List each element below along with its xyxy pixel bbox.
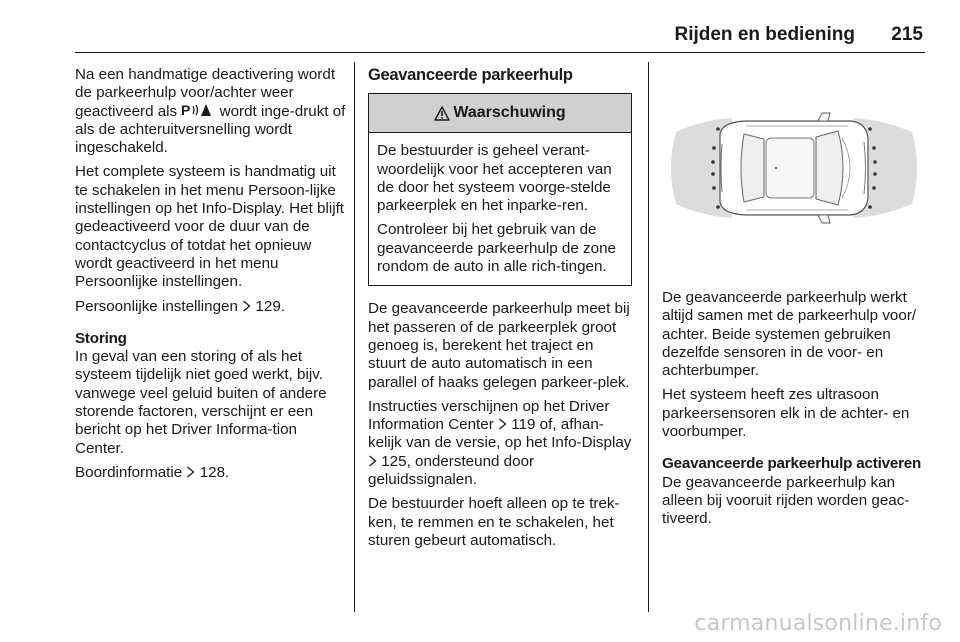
heading-activate: Geavanceerde parkeerhulp activeren [662, 455, 922, 473]
page-header [75, 24, 925, 53]
page-number: 215 [891, 24, 923, 45]
paragraph-driver-role: De bestuurder hoeft alleen op te trek-ken, te remmen en te schakelen, het sturen gebeurt automatisch. [368, 495, 620, 549]
car-sensor-zones-illustration [662, 66, 926, 271]
warning-title: Waarschuwing [453, 104, 566, 122]
warning-body [369, 133, 631, 285]
page-reference-arrow-icon [242, 300, 251, 312]
heading-advanced-parking: Geavanceerde parkeerhulp [368, 66, 573, 84]
parking-assist-button-icon [181, 103, 215, 117]
warning-triangle-icon [434, 106, 450, 121]
paragraph-storing: In geval van een storing of als het systeem tijdelijk niet goed werkt, bijv. vanwege veel geluid buiten of andere storende factoren, verschijnt er een bericht op het Driver Informa-tion Center. [75, 348, 327, 457]
page-reference-arrow-icon [498, 418, 507, 430]
column-divider-1 [354, 62, 355, 612]
page-reference-arrow-icon [368, 455, 377, 467]
column-divider-2 [648, 62, 649, 612]
warning-box [368, 93, 632, 286]
column-middle [368, 66, 632, 556]
svg-text:P: P [181, 102, 191, 117]
warning-paragraph-2: Controleer bij het gebruik van de geavanceerde parkeerhulp de zone rondom de auto in alle rich-tingen. [377, 221, 616, 276]
section-title: Rijden en bediening [674, 24, 855, 45]
column-left [75, 66, 347, 488]
car-top-view [720, 113, 868, 223]
paragraph-activation: De geavanceerde parkeerhulp kan alleen bij vooruit rijden worden geac-tiveerd. [662, 473, 910, 528]
paragraph-sensors: Het systeem heeft zes ultrasoon parkeersensoren elk in de achter- en voorbumper. [662, 386, 910, 441]
paragraph-instructions: Instructies verschijnen op het Driver Information Center 119 of, afhan-kelijk van de versie, op het Info-Display 125, ondersteund door geluidssignalen. [368, 397, 632, 489]
heading-storing: Storing [75, 329, 127, 347]
page-reference-arrow-icon [186, 466, 195, 478]
watermark: carmanualsonline.info [694, 611, 942, 636]
warning-header [369, 94, 631, 133]
reference-board-info: Boordinformatie 128. [75, 463, 230, 481]
column-right [662, 66, 926, 535]
warning-paragraph-1: De bestuurder is geheel verant-woordelijk voor het accepteren van de door het systeem voorge-stelde parkeerplek en het inparke-ren. [377, 142, 612, 215]
reference-personal-settings: Persoonlijke instellingen 129. [75, 297, 285, 315]
paragraph-works-together: De geavanceerde parkeerhulp werkt altijd samen met de parkeerhulp voor/ achter. Beide systemen gebruiken dezelfde sensoren in de voor- en achterbumper. [662, 289, 917, 380]
paragraph-deactivation: Na een handmatige deactivering wordt de parkeerhulp voor/achter weer geactiveerd als P wordt inge-drukt of als de achteruitversnelling wordt ingeschakeld. [75, 66, 346, 157]
paragraph-measurement: De geavanceerde parkeerhulp meet bij het passeren of de parkeerplek groot genoeg is, berekent het traject en stuurt de auto automatisch in een parallel of haaks gelegen parkeer-plek. [368, 300, 630, 391]
paragraph-manual-disable: Het complete systeem is handmatig uit te schakelen in het menu Persoon-lijke instellingen op het Info-Display. Het blijft gedeactiveerd voor de duur van de contactcyclus of totdat het opnieuw wordt geactiveerd in het menu Persoonlijke instellingen. [75, 163, 345, 291]
